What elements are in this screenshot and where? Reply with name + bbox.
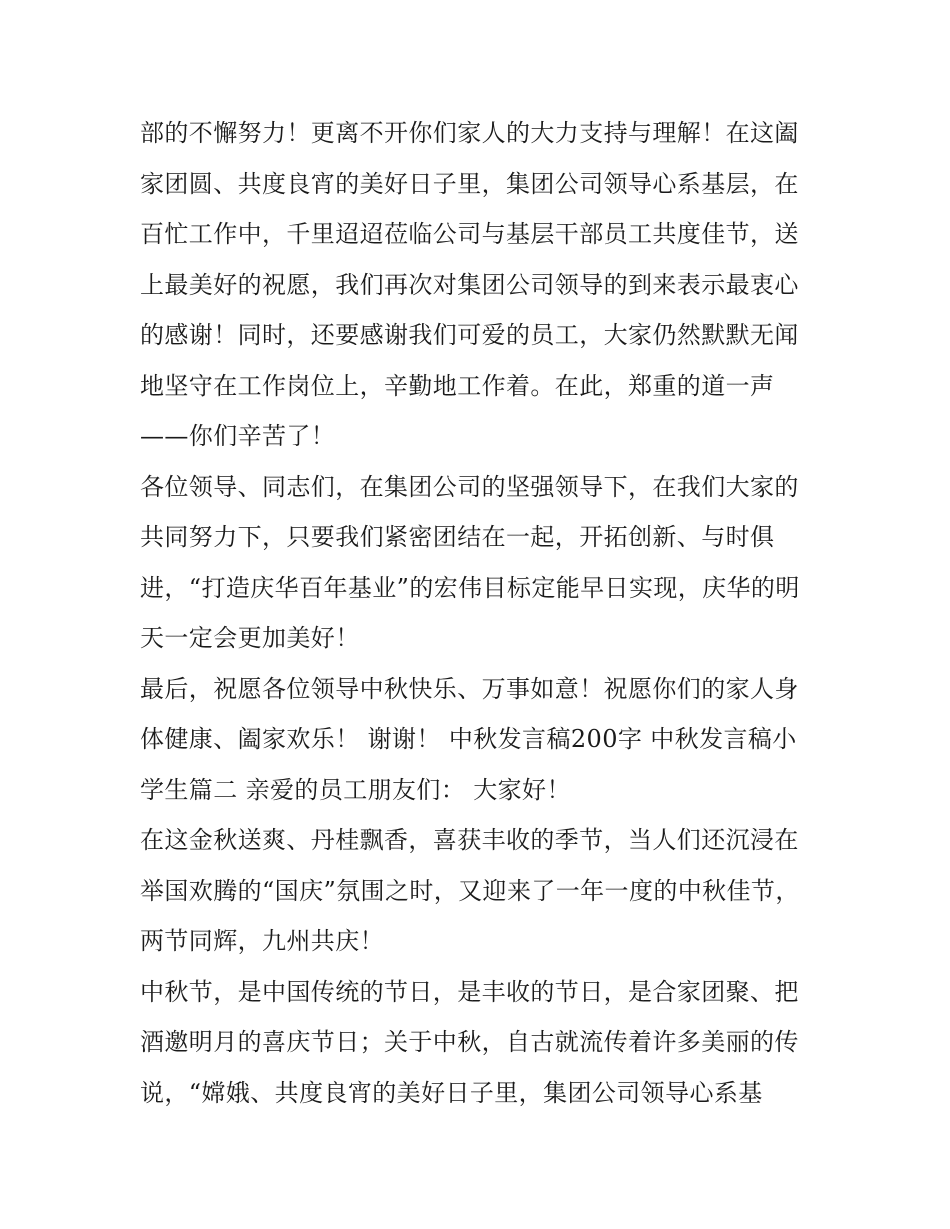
text-line: 的感谢！同时，还要感谢我们可爱的员工，大家仍然默默无闻	[140, 321, 799, 349]
text-line: 天一定会更加美好！	[140, 624, 360, 652]
text-line: 部的不懈努力！更离不开你们家人的大力支持与理解！在这阖	[140, 119, 799, 147]
text-line: 中秋节，是中国传统的节日，是丰收的节日，是合家团聚、把	[140, 977, 799, 1006]
body-text	[140, 108, 820, 1118]
text-line: 上最美好的祝愿，我们再次对集团公司领导的到来表示最衷心	[140, 270, 799, 299]
text-line: 举国欢腾的“国庆”氛围之时，又迎来了一年一度的中秋佳节，	[140, 876, 800, 905]
text-line: 百忙工作中，千里迢迢莅临公司与基层干部员工共度佳节，送	[140, 220, 799, 248]
text-line: 家团圆、共度良宵的美好日子里，集团公司领导心系基层，在	[140, 169, 799, 198]
text-line: 两节同辉，九州共庆！	[140, 927, 384, 955]
text-line: 在这金秋送爽、丹桂飘香，喜获丰收的季节，当人们还沉浸在	[140, 826, 799, 854]
text-line: 各位领导、同志们，在集团公司的坚强领导下，在我们大家的	[140, 472, 799, 501]
text-line: 共同努力下，只要我们紧密团结在一起，开拓创新、与时俱	[140, 523, 775, 551]
text-line: 进，“打造庆华百年基业”的宏伟目标定能早日实现，庆华的明	[140, 573, 800, 602]
text-line: 体健康、阖家欢乐！ 谢谢！ 中秋发言稿200字 中秋发言稿小	[140, 725, 797, 753]
text-line: ——你们辛苦了！	[140, 422, 336, 450]
text-line: 酒邀明月的喜庆节日；关于中秋，自古就流传着许多美丽的传	[140, 1028, 799, 1056]
text-line: 地坚守在工作岗位上，辛勤地工作着。在此，郑重的道一声	[140, 371, 775, 400]
text-line: 最后，祝愿各位领导中秋快乐、万事如意！祝愿你们的家人身	[140, 674, 799, 703]
text-line: 学生篇二 亲爱的员工朋友们： 大家好！	[140, 775, 571, 804]
text-line: 说，“嫦娥、共度良宵的美好日子里，集团公司领导心系基	[140, 1078, 763, 1107]
